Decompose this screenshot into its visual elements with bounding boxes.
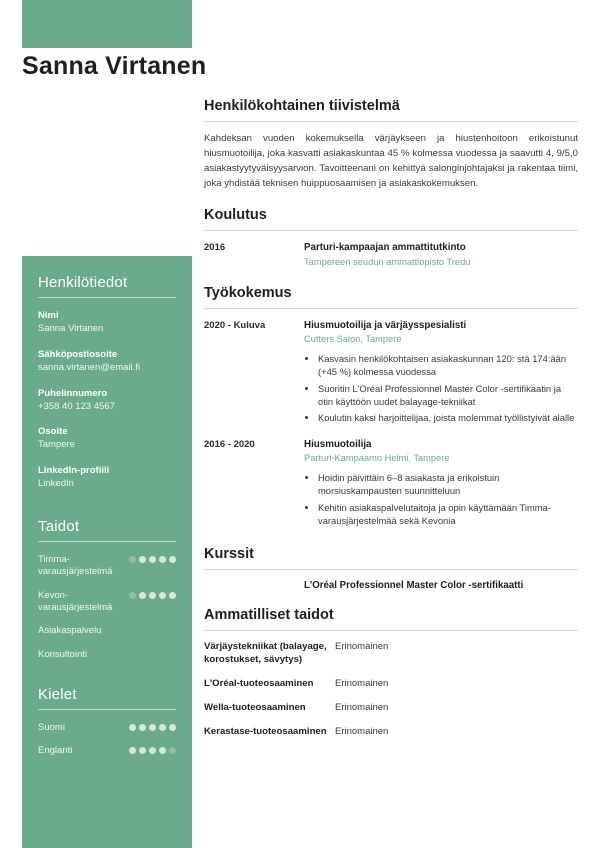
- experience-entry: [204, 319, 578, 428]
- professional-skill-name: Värjäystekniikat (balayage, korostukset, sävytys): [204, 641, 327, 666]
- skill-label: Timma-varausjärjestelmä: [38, 554, 113, 578]
- skill-item: [38, 554, 176, 579]
- entry-title: Hiusmuotoilija: [304, 438, 372, 450]
- sidebar-heading-languages: Kielet: [38, 686, 77, 704]
- entry-institution: Tampereen seudun ammattiopisto Tredu: [304, 256, 471, 267]
- divider: [38, 297, 176, 298]
- professional-skill-row: [204, 641, 578, 667]
- section-courses: [204, 546, 578, 591]
- summary-text: Kahdeksan vuoden kokemuksella värjäykseen ja hiustenhoitoon erikoistunut hiusmuotoilija, joka kasvatti asiakaskuntaa 45 % kolmessa vuodessa ja saavutti 4, 9/5,0 asiakastyytyväisyysarvion. Tavoitteenani on kehittyä salonginjohtajaksi ja rakentaa tiimi, joka yhdistää teknisen huippuosaamisen ja asiakaskokemuksen.: [204, 133, 578, 189]
- skill-item: [38, 649, 176, 661]
- contact-field-phone: [38, 388, 176, 414]
- professional-skill-level: Erinomainen: [335, 725, 389, 737]
- skill-item: [38, 625, 176, 637]
- professional-skill-level: Erinomainen: [335, 702, 389, 714]
- experience-entry: [204, 438, 578, 531]
- page-title: Sanna Virtanen: [22, 52, 207, 80]
- entry-employer: Cutters Salon, Tampere: [304, 333, 402, 344]
- contact-field-address: [38, 426, 176, 452]
- entry-bullets: [304, 352, 578, 425]
- sidebar-heading-skills: Taidot: [38, 518, 80, 536]
- entry-date: 2016 - 2020: [204, 438, 255, 450]
- divider: [204, 308, 578, 309]
- entry-date: 2016: [204, 242, 226, 254]
- bullet-item: • Hoidin päivittäin 6–8 asiakasta ja erikoistuin morsiuskampausten suunnitteluun: [318, 471, 578, 498]
- field-label: Nimi: [38, 310, 59, 321]
- spacer: [38, 672, 176, 686]
- spacer: [38, 504, 176, 518]
- professional-skill-level: Erinomainen: [335, 641, 389, 653]
- field-label: LinkedIn-profiili: [38, 465, 110, 477]
- field-value: sanna.virtanen@email.fi: [38, 361, 141, 373]
- sidebar-heading-personal: Henkilötiedot: [38, 274, 128, 291]
- skill-rating-dots: [129, 590, 176, 599]
- professional-skill-name: Wella-tuoteosaaminen: [204, 702, 306, 714]
- section-education: [204, 207, 578, 268]
- language-item: [38, 745, 176, 757]
- spacer: [204, 580, 304, 591]
- entry-body: [304, 319, 578, 428]
- bullet-item: • Kehitin asiakaspalvelutaitoja ja opin käyttämään Timma-varausjärjestelmää sekä Kevonia: [318, 501, 578, 528]
- divider: [38, 541, 176, 542]
- field-label: Osoite: [38, 426, 68, 438]
- section-heading-education: Koulutus: [204, 207, 267, 224]
- professional-skill-row: [204, 678, 578, 691]
- language-rating-dots: [129, 722, 176, 731]
- language-item: [38, 722, 176, 734]
- section-heading-professional-skills: Ammatilliset taidot: [204, 607, 334, 624]
- section-professional-skills: [204, 607, 578, 739]
- skill-label: Kevon-varausjärjestelmä: [38, 589, 113, 614]
- section-heading-summary: Henkilökohtainen tiivistelmä: [204, 98, 400, 114]
- bullet-item: • Suoritin L'Oréal Professionnel Master Color -sertifikaatin ja otin käyttöön uudet balayage-tekniikat: [318, 382, 578, 409]
- sidebar-section-personal: [38, 274, 176, 491]
- course-title: L'Oréal Professionnel Master Color -sertifikaatti: [304, 580, 524, 592]
- field-value: +358 40 123 4567: [38, 400, 115, 412]
- entry-date: 2020 - Kuluva: [204, 319, 266, 331]
- divider: [204, 630, 578, 631]
- entry-title: Hiusmuotoilija ja värjäysspesialisti: [304, 319, 467, 331]
- entry-employer: Parturi-Kampaamo Helmi, Tampere: [304, 452, 450, 463]
- section-experience: [204, 285, 578, 531]
- contact-field-name: [38, 310, 176, 336]
- resume-main-content: [204, 98, 578, 755]
- bullet-item: • Koulutin kaksi harjoittelijaa, joista molemmat työllistyivät alalle: [318, 411, 578, 424]
- skill-label: Asiakaspalvelu: [38, 625, 102, 637]
- sidebar: [22, 256, 192, 848]
- skill-rating-dots: [129, 554, 176, 563]
- section-heading-courses: Kurssit: [204, 546, 254, 563]
- language-label: Suomi: [38, 722, 65, 734]
- entry-body: [304, 438, 578, 531]
- professional-skill-name: Kerastase-tuoteosaaminen: [204, 725, 327, 737]
- course-entry: [204, 580, 578, 591]
- section-heading-experience: Työkokemus: [204, 284, 292, 301]
- entry-body: [304, 241, 578, 268]
- divider: [204, 230, 578, 231]
- entry-bullets: [304, 471, 578, 527]
- language-rating-dots: [129, 745, 176, 754]
- professional-skill-name: L'Oréal-tuoteosaaminen: [204, 678, 314, 690]
- professional-skill-level: Erinomainen: [335, 678, 389, 690]
- professional-skill-row: [204, 726, 578, 739]
- professional-skill-row: [204, 702, 578, 715]
- sidebar-section-skills: [38, 518, 176, 661]
- contact-field-linkedin: [38, 465, 176, 491]
- section-summary: [204, 98, 578, 191]
- sidebar-section-languages: [38, 686, 176, 758]
- bullet-item: • Kasvasin henkilökohtaisen asiakaskunnan 120: stä 174:ään (+45 %) kolmessa vuodessa: [318, 352, 578, 379]
- entry-title: Parturi-kampaajan ammattitutkinto: [304, 242, 466, 254]
- skill-label: Konsultointi: [38, 648, 88, 660]
- linkedin-link[interactable]: LinkedIn: [38, 478, 74, 490]
- field-label: Puhelinnumero: [38, 387, 108, 399]
- education-entry: [204, 241, 578, 268]
- contact-field-email: [38, 349, 176, 375]
- divider: [38, 709, 176, 710]
- skill-item: [38, 590, 176, 615]
- language-label: Englanti: [38, 745, 73, 757]
- field-value: Sanna Virtanen: [38, 323, 104, 334]
- divider: [204, 121, 578, 122]
- header-accent-band: [22, 0, 192, 48]
- field-value: Tampere: [38, 439, 75, 451]
- divider: [204, 569, 578, 570]
- field-label: Sähköpostiosoite: [38, 348, 118, 360]
